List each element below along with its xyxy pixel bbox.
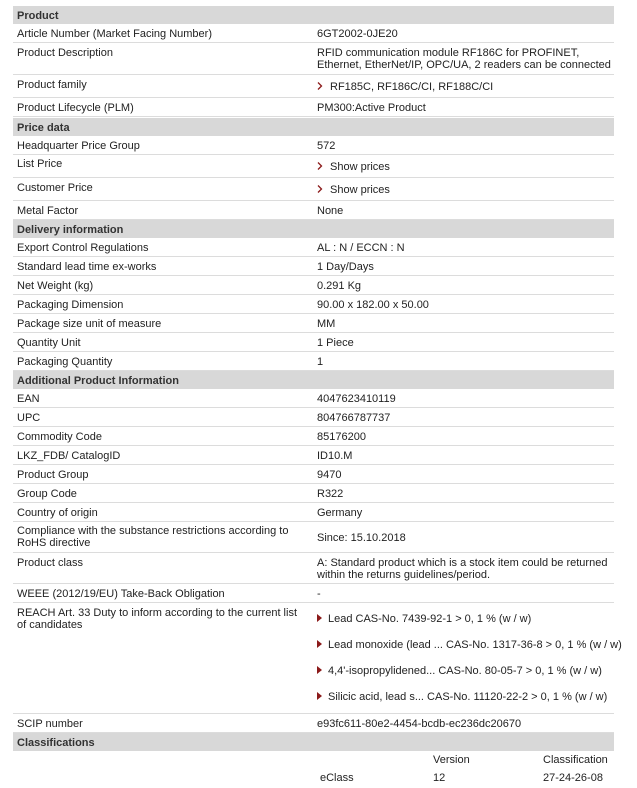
- row-label: Net Weight (kg): [17, 280, 94, 292]
- row-label: Headquarter Price Group: [17, 140, 140, 152]
- row-product-family: [13, 75, 614, 98]
- row-value: 1 Day/Days: [317, 261, 374, 273]
- reach-item[interactable]: Silicic acid, lead s... CAS-No. 11120-22-2 > 0, 1 % (w / w): [317, 691, 607, 703]
- row-value: 572: [317, 140, 336, 152]
- section-header-product: Product: [13, 6, 614, 24]
- row-packaging-quantity: [13, 352, 614, 371]
- row-metal-factor: [13, 201, 614, 220]
- row-label: Product Group: [17, 469, 89, 481]
- row-label: Export Control Regulations: [17, 242, 149, 254]
- row-label: Metal Factor: [17, 205, 79, 217]
- row-value: 1 Piece: [317, 337, 354, 349]
- row-reach: [13, 603, 622, 714]
- row-value: 85176200: [317, 431, 366, 443]
- section-header-price: Price data: [13, 118, 614, 136]
- triangle-right-icon: [317, 614, 322, 622]
- row-ean: [13, 389, 614, 408]
- row-catalog-id: [13, 446, 614, 465]
- section-header-additional: Additional Product Information: [13, 371, 614, 389]
- customer-price-link[interactable]: [317, 184, 617, 196]
- row-country-of-origin: [13, 503, 614, 522]
- row-product-description: [13, 43, 614, 75]
- chevron-right-icon: [317, 185, 323, 193]
- row-value: 1: [317, 356, 324, 368]
- row-value: RFID communication module RF186C for PROFINET, Ethernet, EtherNet/IP, OPC/UA, 2 readers can be connected: [317, 47, 611, 71]
- row-value: 90.00 x 182.00 x 50.00: [317, 299, 429, 311]
- classification-value: 27-24-26-08: [543, 772, 603, 784]
- row-label: Product family: [17, 79, 87, 91]
- reach-item[interactable]: 4,4'-isopropylidened... CAS-No. 80-05-7 > 0, 1 % (w / w): [317, 665, 602, 677]
- reach-item[interactable]: Lead monoxide (lead ... CAS-No. 1317-36-8 > 0, 1 % (w / w): [317, 639, 622, 651]
- row-label: UPC: [17, 412, 41, 424]
- row-product-group: [13, 465, 614, 484]
- row-value: -: [317, 588, 321, 600]
- row-label: EAN: [17, 393, 40, 405]
- row-label: Article Number (Market Facing Number): [17, 28, 212, 40]
- row-headquarter-price-group: [13, 136, 614, 155]
- row-value: 6GT2002-0JE20: [317, 28, 398, 40]
- row-customer-price: [13, 178, 614, 201]
- row-label: Product class: [17, 557, 84, 569]
- row-commodity-code: [13, 427, 614, 446]
- row-scip-number: [13, 714, 614, 733]
- row-quantity-unit: [13, 333, 614, 352]
- row-group-code: [13, 484, 614, 503]
- row-lead-time: [13, 257, 614, 276]
- row-label: Product Lifecycle (PLM): [17, 102, 134, 114]
- row-label: Group Code: [17, 488, 77, 500]
- row-export-control: [13, 238, 614, 257]
- column-header-classification: Classification: [543, 754, 608, 766]
- row-net-weight: [13, 276, 614, 295]
- row-label: List Price: [17, 158, 63, 170]
- row-label: REACH Art. 33 Duty to inform according to the current list of candidates: [17, 607, 298, 631]
- row-value: 9470: [317, 469, 342, 481]
- row-product-lifecycle: [13, 98, 614, 117]
- row-value: e93fc611-80e2-4454-bcdb-ec236dc20670: [317, 718, 522, 730]
- row-label: Customer Price: [17, 182, 93, 194]
- row-label: Compliance with the substance restrictions according to RoHS directive: [17, 525, 289, 549]
- show-prices-link[interactable]: Show prices: [330, 184, 390, 196]
- row-value: ID10.M: [317, 450, 353, 462]
- row-rohs-compliance: [13, 522, 614, 553]
- row-weee: [13, 584, 614, 603]
- row-value: Since: 15.10.2018: [317, 532, 406, 544]
- classification-name: eClass: [320, 772, 354, 784]
- column-header-version: Version: [433, 754, 470, 766]
- row-label: Standard lead time ex-works: [17, 261, 157, 273]
- row-value: 804766787737: [317, 412, 391, 424]
- triangle-right-icon: [317, 666, 322, 674]
- row-label: LKZ_FDB/ CatalogID: [17, 450, 121, 462]
- reach-item[interactable]: Lead CAS-No. 7439-92-1 > 0, 1 % (w / w): [317, 613, 531, 625]
- list-price-link[interactable]: [317, 161, 617, 173]
- row-upc: [13, 408, 614, 427]
- section-header-delivery: Delivery information: [13, 220, 614, 238]
- row-label: Quantity Unit: [17, 337, 81, 349]
- triangle-right-icon: [317, 640, 322, 648]
- row-value: A: Standard product which is a stock item could be returned within the returns guidelines/period.: [317, 557, 608, 581]
- chevron-right-icon: [317, 82, 323, 90]
- product-family-link[interactable]: [317, 81, 617, 93]
- row-label: Packaging Dimension: [17, 299, 124, 311]
- row-package-unit: [13, 314, 614, 333]
- row-label: SCIP number: [17, 718, 83, 730]
- row-value: AL : N / ECCN : N: [317, 242, 405, 254]
- row-label: Commodity Code: [17, 431, 102, 443]
- row-label: WEEE (2012/19/EU) Take-Back Obligation: [17, 588, 225, 600]
- row-value: 0.291 Kg: [317, 280, 362, 292]
- row-value: 4047623410119: [317, 393, 396, 405]
- classification-version: 12: [433, 772, 446, 784]
- row-value: MM: [317, 318, 336, 330]
- row-value: Germany: [317, 507, 363, 519]
- row-packaging-dimension: [13, 295, 614, 314]
- row-list-price: [13, 155, 614, 178]
- show-prices-link[interactable]: Show prices: [330, 161, 390, 173]
- row-label: Packaging Quantity: [17, 356, 113, 368]
- chevron-right-icon: [317, 162, 323, 170]
- row-label: Product Description: [17, 47, 113, 59]
- product-family-value[interactable]: RF185C, RF186C/CI, RF188C/CI: [330, 81, 494, 93]
- section-header-classifications: Classifications: [13, 733, 614, 751]
- row-value: R322: [317, 488, 344, 500]
- row-label: Country of origin: [17, 507, 98, 519]
- row-value: PM300:Active Product: [317, 102, 426, 114]
- row-label: Package size unit of measure: [17, 318, 162, 330]
- row-product-class: [13, 553, 614, 584]
- row-value: None: [317, 205, 344, 217]
- row-article-number: [13, 24, 614, 43]
- triangle-right-icon: [317, 692, 322, 700]
